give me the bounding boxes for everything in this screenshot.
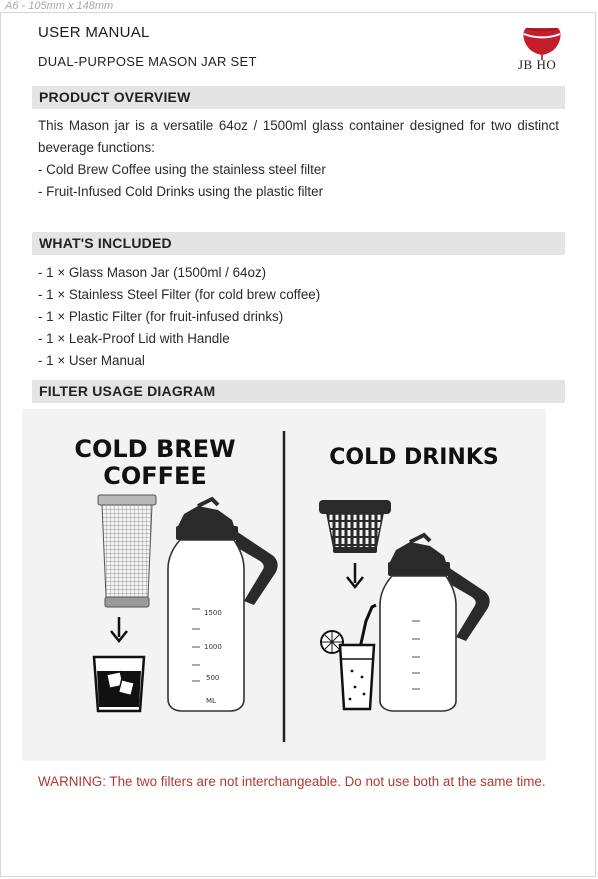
warning-text: WARNING: The two filters are not interchangeable. Do not use both at the same time. (38, 774, 546, 789)
mason-jar-icon (380, 535, 490, 711)
overview-bullet: - Cold Brew Coffee using the stainless steel filter (38, 162, 326, 177)
overview-bullet: - Fruit-Infused Cold Drinks using the plastic filter (38, 184, 324, 199)
jar-mark-1500: 1500 (204, 609, 222, 617)
diagram-heading-text: FILTER USAGE DIAGRAM (39, 383, 216, 399)
plastic-filter-icon (319, 500, 391, 553)
included-item: - 1 × Plastic Filter (for fruit-infused drinks) (38, 309, 284, 324)
filter-usage-diagram (22, 409, 546, 761)
included-item: - 1 × Glass Mason Jar (1500ml / 64oz) (38, 265, 267, 280)
stainless-steel-filter-icon (98, 495, 156, 607)
diagram-illustration (22, 409, 546, 761)
manual-subtitle: DUAL-PURPOSE MASON JAR SET (38, 54, 257, 69)
brand-logo-text: JB HO (518, 57, 557, 72)
section-heading-included (32, 232, 565, 255)
section-heading-overview (32, 86, 565, 109)
section-heading-diagram (32, 380, 565, 403)
included-heading-text: WHAT'S INCLUDED (39, 235, 172, 251)
jar-mark-ml: ML (206, 697, 216, 705)
overview-heading-text: PRODUCT OVERVIEW (39, 89, 191, 105)
included-item: - 1 × Leak-Proof Lid with Handle (38, 331, 230, 346)
jar-mark-500: 500 (206, 674, 220, 682)
fruit-drink-glass-icon (321, 605, 376, 709)
cold-brew-title-line2: COFFEE (103, 462, 207, 490)
cold-brew-title: COLD BREW (74, 435, 236, 463)
mason-jar-icon (168, 499, 278, 711)
arrow-down-icon (111, 617, 127, 641)
manual-title: USER MANUAL (38, 24, 150, 41)
included-item: - 1 × Stainless Steel Filter (for cold brew coffee) (38, 287, 321, 302)
arrow-down-icon (347, 563, 363, 587)
jar-mark-1000: 1000 (204, 643, 222, 651)
cold-drinks-title: COLD DRINKS (329, 445, 499, 470)
page-size-label: A6 - 105mm x 148mm (5, 0, 114, 12)
included-item: - 1 × User Manual (38, 353, 145, 368)
iced-coffee-glass-icon (94, 657, 144, 711)
overview-paragraph: This Mason jar is a versatile 64oz / 1500ml glass container designed for two distinct beverage functions: (38, 118, 559, 155)
